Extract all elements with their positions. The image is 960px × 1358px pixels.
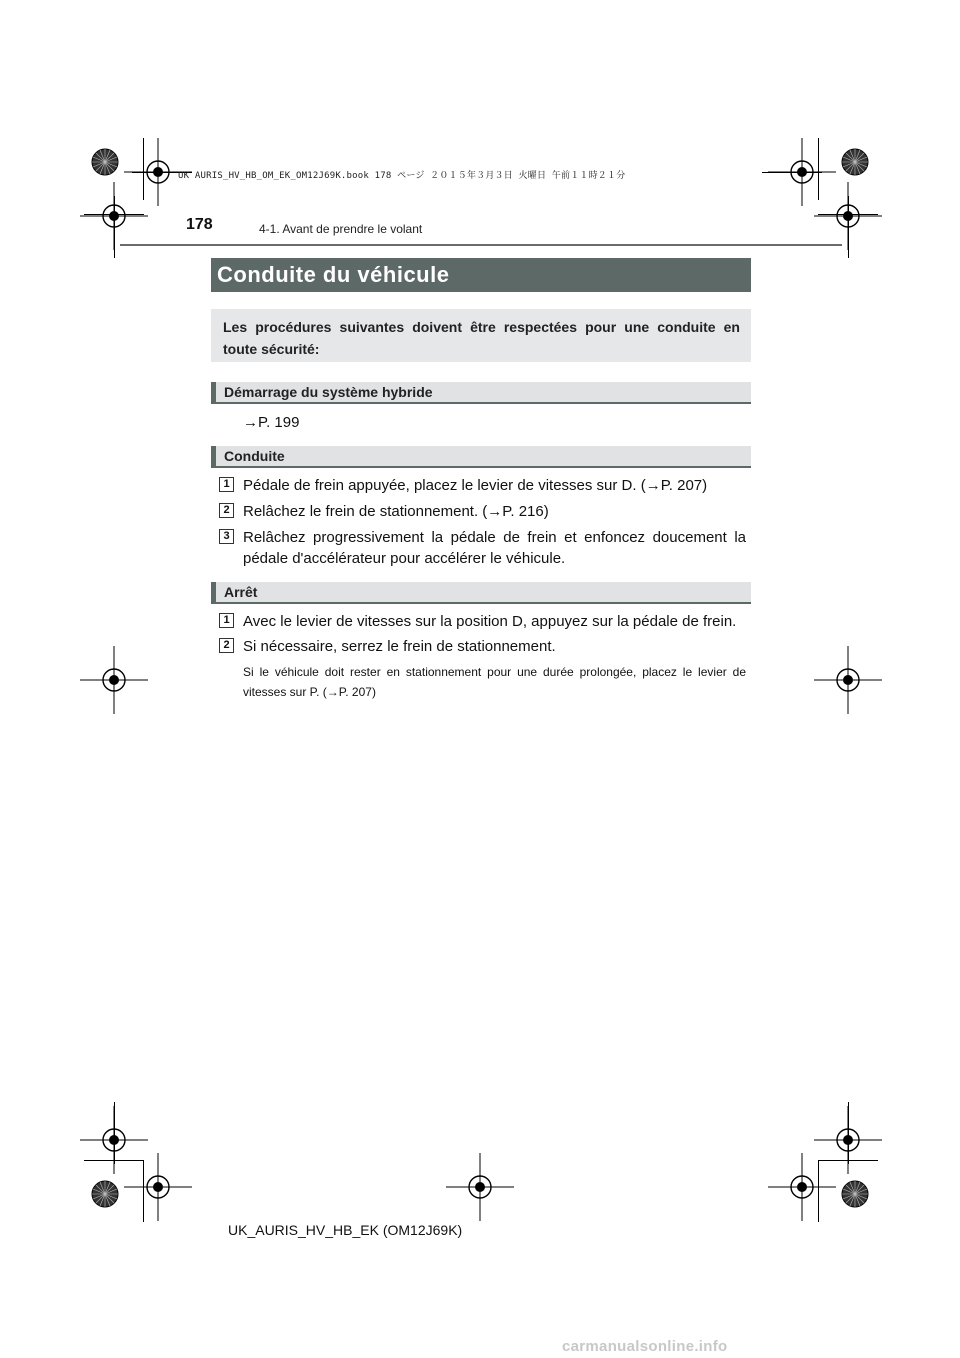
step-text: Pédale de frein appuyée, placez le levier de vitesses sur D. (→P. 207) [243, 477, 708, 494]
registration-target [768, 138, 836, 206]
footer-code: UK_AURIS_HV_HB_EK (OM12J69K) [228, 1222, 463, 1238]
registration-wheel [842, 149, 868, 175]
registration-target [814, 646, 882, 714]
step-text: Avec le levier de vitesses sur la position D, appuyez sur la pédale de frein. [243, 613, 737, 630]
page-reference[interactable]: →P. 199 [243, 414, 300, 431]
watermark: carmanualsonline.info [562, 1338, 728, 1355]
section-header: 4-1. Avant de prendre le volant [259, 222, 423, 236]
intro-box: Les procédures suivantes doivent être respectées pour une conduite en toute sécurité: [211, 309, 751, 362]
registration-target [80, 182, 148, 250]
registration-target [80, 1106, 148, 1174]
registration-target [814, 182, 882, 250]
step-number: 3 [219, 529, 234, 544]
step-text: Relâchez progressivement la pédale de frein et enfoncez doucement la pédale d'accélérateur pour accélérer le véhicule. [243, 529, 746, 567]
section-heading-stop: Arrêt [211, 582, 751, 604]
section-heading-drive: Conduite [211, 446, 751, 468]
book-info-line: UK AURIS_HV_HB_OM_EK_OM12J69K.book 178 ページ ２０１５年３月３日 火曜日 午前１１時２１分 [178, 171, 626, 181]
registration-target [124, 1153, 192, 1221]
step-text: Relâchez le frein de stationnement. (→P. 216) [243, 503, 549, 520]
note-text: Si le véhicule doit rester en stationnement pour une durée prolongée, placez le levier de vitesses sur P. (→P. 207) [243, 665, 746, 699]
registration-wheel [92, 149, 118, 175]
page-title: Conduite du véhicule [211, 258, 751, 292]
section-heading-start: Démarrage du système hybride [211, 382, 751, 404]
registration-target [446, 1153, 514, 1221]
registration-target [80, 646, 148, 714]
step-number: 2 [219, 503, 234, 518]
registration-target [814, 1106, 882, 1174]
page-number: 178 [186, 216, 213, 233]
step-number: 1 [219, 613, 234, 628]
step-number: 2 [219, 638, 234, 653]
registration-wheel [842, 1181, 868, 1207]
registration-wheel [92, 1181, 118, 1207]
registration-target [768, 1153, 836, 1221]
step-number: 1 [219, 477, 234, 492]
step-text: Si nécessaire, serrez le frein de stationnement. [243, 638, 556, 655]
header-divider [120, 244, 842, 246]
